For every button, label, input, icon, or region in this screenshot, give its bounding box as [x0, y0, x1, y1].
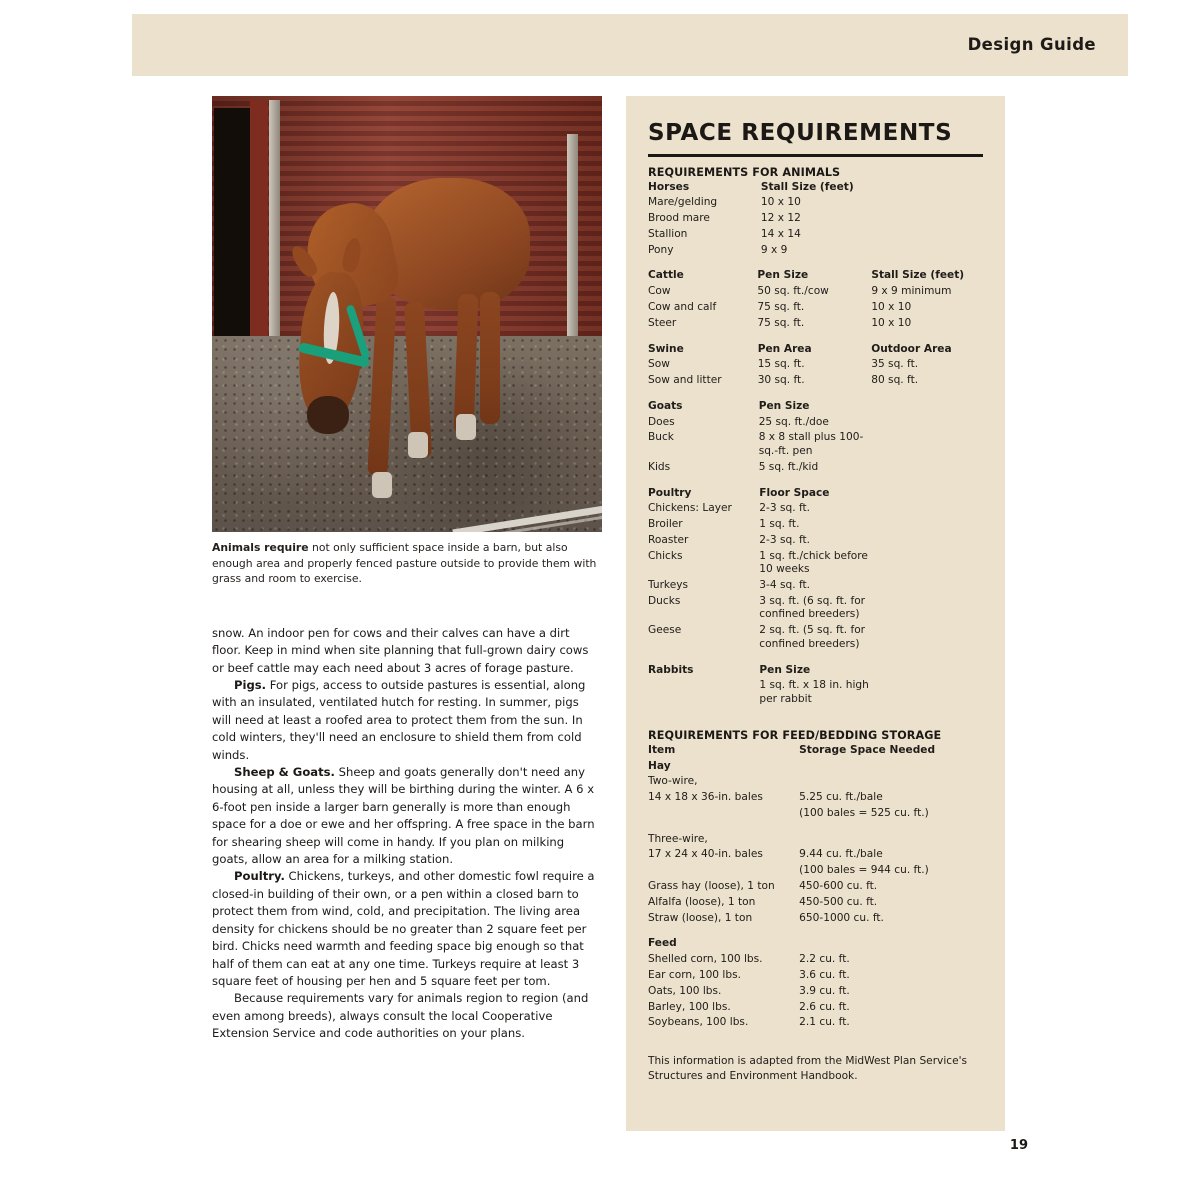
photo-caption-lead: Animals require	[212, 541, 309, 554]
horse-hoof-graphic	[372, 472, 392, 498]
table-cell	[875, 244, 983, 260]
table-cell: 75 sq. ft.	[757, 316, 805, 329]
table-cell: 12 x 12	[760, 212, 801, 225]
table-cell: Cow and calf	[648, 300, 717, 313]
storage-row	[648, 760, 983, 776]
storage-cell: 9.44 cu. ft./bale	[799, 848, 883, 861]
table-cell: 35 sq. ft.	[871, 358, 919, 371]
table-cell	[875, 212, 983, 228]
paragraph-sheep-goats	[212, 764, 597, 868]
storage-cell	[799, 775, 983, 791]
horse-leg-graphic	[480, 292, 500, 424]
table-cell: Broiler	[648, 518, 683, 531]
storage-cell: Hay	[648, 759, 671, 772]
table-header-cell: Pen Size	[758, 399, 810, 412]
table-header-row	[648, 400, 983, 416]
storage-cell: Barley, 100 lbs.	[648, 1000, 731, 1013]
paragraph-poultry	[212, 868, 597, 990]
table-cell: Turkeys	[648, 579, 688, 592]
table-header-row	[648, 343, 983, 359]
storage-requirements-table	[648, 744, 983, 1032]
table-cell: Ducks	[648, 594, 681, 607]
table-cell: 5 sq. ft./kid	[758, 460, 819, 473]
paragraph-poultry-lead: Poultry.	[234, 869, 285, 884]
page-header-title: Design Guide	[967, 35, 1096, 54]
table-row	[648, 358, 983, 374]
storage-cell: 5.25 cu. ft./bale	[799, 791, 883, 804]
table-row	[648, 301, 983, 317]
table-row	[648, 244, 983, 260]
table-cell: Steer	[648, 316, 677, 329]
storage-cell	[799, 937, 983, 953]
paragraph-sheep-goats-text: Sheep and goats generally don't need any housing at all, unless they will be birthing during the winter. A 6 x 6-foot pen inside a larger barn generally is more than enough space for a doe or ewe and her offspring. A free space in the barn for shearing sheep will come in handy. If you plan on milking goats, allow an area for a milking station.	[212, 765, 595, 867]
table-cell: Stallion	[648, 227, 688, 240]
table-cell	[874, 431, 983, 460]
table-cell: 30 sq. ft.	[757, 374, 805, 387]
storage-cell: 3.9 cu. ft.	[799, 984, 850, 997]
table-cell	[875, 502, 983, 518]
storage-row	[648, 807, 983, 823]
storage-cell	[648, 864, 799, 880]
table-header-cell: Floor Space	[759, 486, 830, 499]
table-cell: 8 x 8 stall plus 100-sq.-ft. pen	[758, 431, 864, 458]
table-group-spacer	[648, 390, 983, 400]
table-header-cell: Swine	[648, 342, 684, 355]
table-group-spacer	[648, 333, 983, 343]
body-text	[212, 625, 597, 1043]
table-row	[648, 416, 983, 432]
storage-cell: 17 x 24 x 40-in. bales	[648, 848, 763, 861]
storage-cell: Soybeans, 100 lbs.	[648, 1016, 749, 1029]
table-cell: Sow and litter	[648, 374, 722, 387]
table-header-row	[648, 664, 983, 680]
table-header-cell	[874, 400, 983, 416]
animal-group-table	[648, 664, 983, 709]
storage-row	[648, 864, 983, 880]
page-number: 19	[1009, 1138, 1028, 1153]
table-cell: 14 x 14	[760, 227, 801, 240]
sidebar-title-rule	[648, 154, 983, 157]
section-spacer	[648, 709, 983, 729]
storage-row	[648, 880, 983, 896]
storage-cell: (100 bales = 525 cu. ft.)	[799, 806, 929, 819]
table-cell: 1 sq. ft. x 18 in. high per rabbit	[759, 679, 869, 705]
table-header-row	[648, 487, 983, 503]
table-cell: Brood mare	[648, 212, 710, 225]
table-cell	[875, 595, 983, 624]
table-cell: Roaster	[648, 533, 689, 546]
paragraph-closing: Because requirements vary for animals region to region (and even among breeds), always consult the local Cooperative Extension Service and code authorities on your plans.	[212, 991, 589, 1041]
storage-group-spacer	[648, 927, 983, 937]
table-cell	[875, 534, 983, 550]
storage-header-cell: Storage Space Needed	[799, 743, 936, 756]
table-row	[648, 374, 983, 390]
table-header-cell: Outdoor Area	[871, 342, 952, 355]
paragraph-pigs-text: For pigs, access to outside pastures is essential, along with an insulated, ventilated hutch for resting. In summer, pigs will need at least a roofed area to protect them from the sun. In cold winters, they'll need an enclosure to shield them from cold winds.	[212, 678, 586, 762]
table-row	[648, 212, 983, 228]
table-cell	[874, 416, 983, 432]
storage-cell: Shelled corn, 100 lbs.	[648, 953, 763, 966]
animal-group-table	[648, 181, 983, 270]
table-cell: Mare/gelding	[648, 196, 718, 209]
storage-cell: 450-600 cu. ft.	[799, 880, 878, 893]
table-cell	[875, 579, 983, 595]
table-cell: 9 x 9 minimum	[871, 285, 952, 298]
paragraph-pigs-lead: Pigs.	[234, 678, 267, 692]
storage-row	[648, 775, 983, 791]
table-cell: Chicks	[648, 549, 683, 562]
storage-cell	[799, 760, 983, 776]
table-cell: 80 sq. ft.	[871, 374, 919, 387]
table-group-spacer	[648, 259, 983, 269]
table-cell: Cow	[648, 285, 671, 298]
table-header-cell: Cattle	[648, 269, 684, 282]
storage-cell: 3.6 cu. ft.	[799, 968, 850, 981]
animal-requirements-tables	[648, 181, 983, 709]
storage-section-heading: REQUIREMENTS FOR FEED/BEDDING STORAGE	[648, 728, 942, 742]
barn-red-post-graphic	[250, 100, 268, 362]
animal-group-table	[648, 343, 983, 400]
table-cell: 10 x 10	[871, 300, 912, 313]
table-cell	[874, 461, 983, 477]
animals-section-heading: REQUIREMENTS FOR ANIMALS	[648, 165, 841, 179]
table-header-cell: Stall Size (feet)	[760, 180, 854, 193]
table-cell: 50 sq. ft./cow	[757, 285, 829, 298]
table-row	[648, 595, 983, 624]
storage-cell: Ear corn, 100 lbs.	[648, 968, 741, 981]
storage-row	[648, 985, 983, 1001]
storage-row	[648, 791, 983, 807]
table-header-cell: Goats	[648, 399, 683, 412]
table-cell: 1 sq. ft.	[759, 518, 800, 531]
table-header-cell: Horses	[648, 180, 690, 193]
table-cell: 3 sq. ft. (6 sq. ft. for confined breeders)	[759, 594, 866, 621]
table-header-cell: Rabbits	[648, 663, 694, 676]
table-row	[648, 550, 983, 579]
horse-hoof-graphic	[408, 432, 428, 458]
table-cell	[875, 228, 983, 244]
table-cell: Chickens: Layer	[648, 502, 732, 515]
table-cell: 2 sq. ft. (5 sq. ft. for confined breeders)	[759, 624, 866, 650]
storage-cell: 450-500 cu. ft.	[799, 895, 878, 908]
storage-requirements-table-wrap	[648, 744, 983, 1032]
table-row	[648, 502, 983, 518]
storage-row	[648, 896, 983, 912]
table-header-cell	[875, 181, 983, 197]
storage-header-cell: Item	[648, 743, 676, 756]
storage-cell: 2.1 cu. ft.	[799, 1016, 850, 1029]
table-row	[648, 228, 983, 244]
table-cell: 3-4 sq. ft.	[759, 579, 811, 592]
left-content-column	[212, 96, 602, 1043]
table-group-spacer	[648, 654, 983, 664]
photo-caption	[212, 540, 602, 587]
table-cell: Buck	[648, 431, 674, 444]
paragraph-pigs	[212, 677, 597, 764]
table-header-cell: Poultry	[648, 486, 692, 499]
table-group-spacer	[648, 477, 983, 487]
table-cell: Pony	[648, 243, 674, 256]
table-row	[648, 679, 983, 708]
table-row	[648, 534, 983, 550]
paragraph-cattle: snow. An indoor pen for cows and their calves can have a dirt floor. Keep in mind when site planning that full-grown dairy cows or beef cattle may each need about 3 acres of forage pasture.	[212, 625, 589, 675]
storage-group-spacer	[648, 823, 983, 833]
table-cell: 2-3 sq. ft.	[759, 533, 811, 546]
table-header-cell: Pen Size	[759, 663, 811, 676]
horse-muzzle-graphic	[307, 396, 349, 434]
table-cell	[875, 196, 983, 212]
photo-caption-rest: not only sufficient space inside a barn, but also enough area and properly fenced pasture outside to provide them with grass and room to exercise.	[212, 541, 597, 586]
table-cell	[648, 679, 759, 708]
table-header-cell	[875, 487, 983, 503]
table-cell: 9 x 9	[760, 243, 788, 256]
table-row	[648, 579, 983, 595]
table-cell: 10 x 10	[871, 316, 912, 329]
table-cell: 2-3 sq. ft.	[759, 502, 811, 515]
storage-cell: Three-wire,	[648, 832, 708, 845]
table-row	[648, 518, 983, 534]
storage-row	[648, 912, 983, 928]
animal-group-table	[648, 487, 983, 664]
table-cell	[875, 550, 983, 579]
table-row	[648, 431, 983, 460]
horse-photo	[212, 96, 602, 532]
storage-cell: Straw (loose), 1 ton	[648, 911, 753, 924]
storage-cell: (100 bales = 944 cu. ft.)	[799, 864, 929, 877]
storage-row	[648, 833, 983, 849]
table-cell: Kids	[648, 460, 671, 473]
storage-header-row	[648, 744, 983, 760]
storage-cell: 14 x 18 x 36-in. bales	[648, 791, 763, 804]
table-header-cell: Pen Area	[757, 342, 812, 355]
table-cell: 15 sq. ft.	[757, 358, 805, 371]
table-cell	[875, 624, 983, 653]
table-cell	[874, 679, 983, 708]
table-header-cell: Pen Size	[757, 269, 809, 282]
storage-row	[648, 969, 983, 985]
sidebar-title: SPACE REQUIREMENTS	[648, 120, 953, 146]
table-cell: Does	[648, 415, 675, 428]
space-requirements-sidebar	[626, 96, 1005, 1131]
storage-cell: Oats, 100 lbs.	[648, 984, 722, 997]
storage-row	[648, 953, 983, 969]
table-header-row	[648, 181, 983, 197]
storage-cell	[799, 833, 983, 849]
table-header-cell	[874, 664, 983, 680]
storage-row	[648, 937, 983, 953]
storage-cell: Two-wire,	[648, 775, 698, 788]
table-cell: Sow	[648, 358, 670, 371]
table-cell: 1 sq. ft./chick before 10 weeks	[759, 549, 868, 576]
animal-group-table	[648, 269, 983, 342]
storage-cell	[648, 807, 799, 823]
paragraph-sheep-goats-lead: Sheep & Goats.	[234, 765, 335, 780]
storage-cell: 650-1000 cu. ft.	[799, 911, 884, 924]
storage-row	[648, 1001, 983, 1017]
table-cell: 75 sq. ft.	[757, 300, 805, 313]
table-cell: Geese	[648, 624, 682, 637]
table-row	[648, 196, 983, 212]
table-cell: 10 x 10	[760, 196, 801, 209]
storage-row	[648, 848, 983, 864]
storage-cell: Feed	[648, 937, 677, 950]
horse-hoof-graphic	[456, 414, 476, 440]
source-note: This information is adapted from the MidWest Plan Service's Structures and Environment Handbook.	[648, 1055, 968, 1082]
table-header-row	[648, 269, 983, 285]
table-row	[648, 461, 983, 477]
table-row	[648, 624, 983, 653]
table-header-cell: Stall Size (feet)	[871, 269, 965, 282]
table-row	[648, 317, 983, 333]
storage-cell: 2.2 cu. ft.	[799, 953, 850, 966]
storage-cell: 2.6 cu. ft.	[799, 1000, 850, 1013]
table-cell: 25 sq. ft./doe	[758, 415, 829, 428]
paragraph-poultry-text: Chickens, turkeys, and other domestic fowl require a closed-in building of their own, or a pen within a closed barn to protect them from wind, cold, and precipitation. The living area density for chickens should be no greater than 2 square feet per bird. Chicks need warmth and feeding space big enough so that half of them can eat at any one time. Turkeys require at least 3 square feet of housing per hen and 5 square feet per tom.	[212, 869, 595, 988]
storage-cell: Alfalfa (loose), 1 ton	[648, 895, 756, 908]
table-cell	[875, 518, 983, 534]
fence-post-left-graphic	[269, 100, 280, 362]
animal-group-table	[648, 400, 983, 487]
storage-row	[648, 1016, 983, 1032]
storage-cell: Grass hay (loose), 1 ton	[648, 880, 775, 893]
table-row	[648, 285, 983, 301]
